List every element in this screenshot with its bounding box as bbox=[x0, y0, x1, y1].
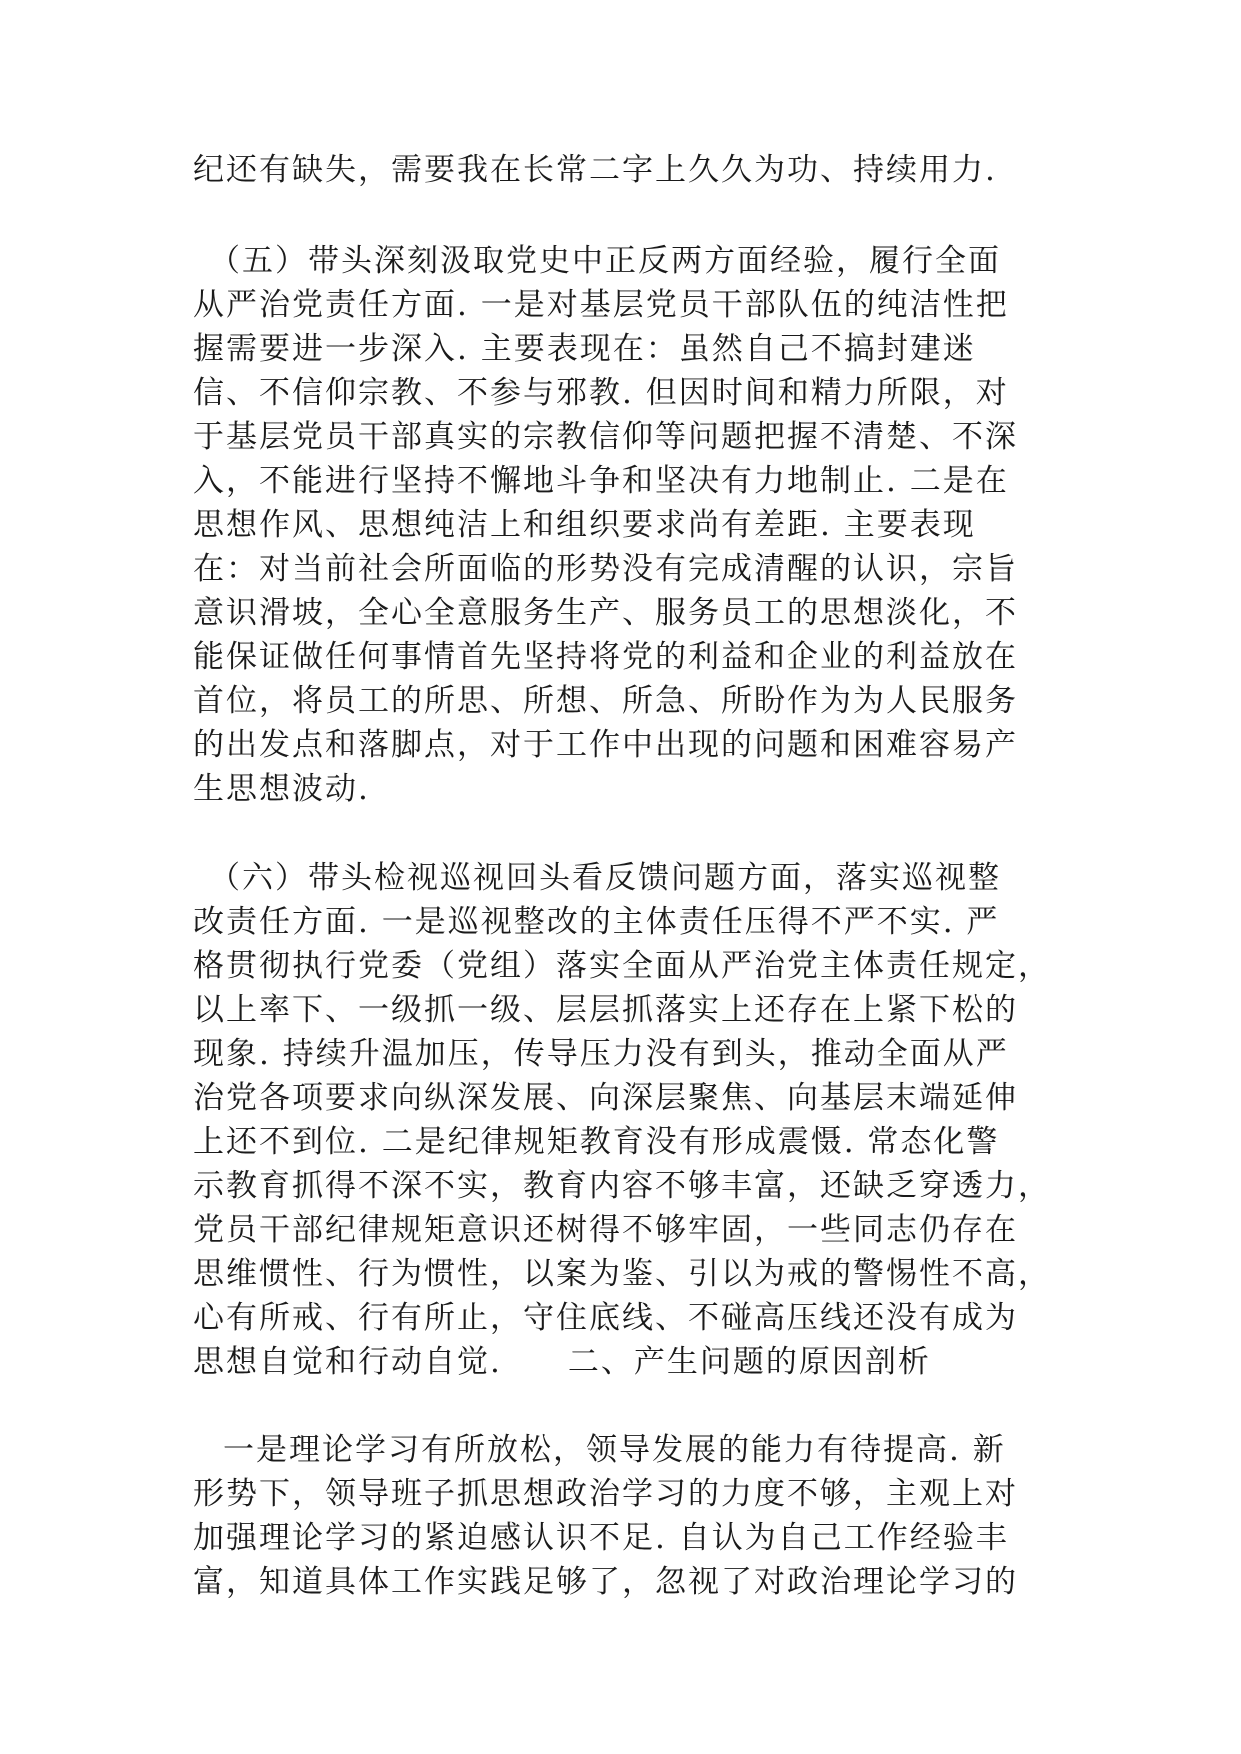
text-line: 富，知道具体工作实践足够了，忽视了对政治理论学习的 bbox=[193, 1564, 1018, 1600]
text-line: 以上率下、一级抓一级、层层抓落实上还存在上紧下松的 bbox=[193, 992, 1018, 1028]
text-line: 于基层党员干部真实的宗教信仰等问题把握不清楚、不深 bbox=[193, 419, 1018, 455]
text-line: 入，不能进行坚持不懈地斗争和坚决有力地制止. 二是在 bbox=[193, 463, 1009, 499]
text-line: （六）带头检视巡视回头看反馈问题方面，落实巡视整 bbox=[209, 860, 1001, 896]
text-line: 格贯彻执行党委（党组）落实全面从严治党主体责任规定， bbox=[193, 948, 1051, 984]
text-line: 形势下，领导班子抓思想政治学习的力度不够，主观上对 bbox=[193, 1476, 1018, 1512]
text-line: 治党各项要求向纵深发展、向深层聚焦、向基层末端延伸 bbox=[193, 1080, 1018, 1116]
text-line: 在：对当前社会所面临的形势没有完成清醒的认识，宗旨 bbox=[193, 551, 1018, 587]
text-line: 的出发点和落脚点，对于工作中出现的问题和困难容易产 bbox=[193, 727, 1018, 763]
text-line: 思维惯性、行为惯性，以案为鉴、引以为戒的警惕性不高， bbox=[193, 1256, 1051, 1292]
text-line: 握需要进一步深入. 主要表现在：虽然自己不搞封建迷 bbox=[193, 331, 976, 367]
text-line: 加强理论学习的紧迫感认识不足. 自认为自己工作经验丰 bbox=[193, 1520, 1009, 1556]
paragraph-section-six bbox=[193, 856, 1053, 1384]
text-line: 意识滑坡，全心全意服务生产、服务员工的思想淡化，不 bbox=[193, 595, 1018, 631]
text-line: 改责任方面. 一是巡视整改的主体责任压得不严不实. 严 bbox=[193, 904, 1000, 940]
text-line: 纪还有缺失，需要我在长常二字上久久为功、持续用力. bbox=[193, 152, 997, 188]
text-line: 上还不到位. 二是纪律规矩教育没有形成震慑. 常态化警 bbox=[193, 1124, 1000, 1160]
text-line: 生思想波动. bbox=[193, 771, 370, 807]
paragraph-continuation bbox=[193, 148, 1053, 192]
text-line: 示教育抓得不深不实，教育内容不够丰富，还缺乏穿透力， bbox=[193, 1168, 1051, 1204]
text-line: 党员干部纪律规矩意识还树得不够牢固，一些同志仍存在 bbox=[193, 1212, 1018, 1248]
text-line: 思想自觉和行动自觉. 二、产生问题的原因剖析 bbox=[193, 1344, 931, 1380]
text-line: 思想作风、思想纯洁上和组织要求尚有差距. 主要表现 bbox=[193, 507, 976, 543]
paragraph-section-five bbox=[193, 239, 1053, 811]
text-line: 一是理论学习有所放松，领导发展的能力有待提高. 新 bbox=[223, 1432, 1006, 1468]
text-line: 现象. 持续升温加压，传导压力没有到头，推动全面从严 bbox=[193, 1036, 1009, 1072]
text-line: 从严治党责任方面. 一是对基层党员干部队伍的纯洁性把 bbox=[193, 287, 1009, 323]
text-line: 信、不信仰宗教、不参与邪教. 但因时间和精力所限，对 bbox=[193, 375, 1009, 411]
paragraph-cause-analysis bbox=[193, 1428, 1053, 1604]
text-line: 心有所戒、行有所止，守住底线、不碰高压线还没有成为 bbox=[193, 1300, 1018, 1336]
text-line: 能保证做任何事情首先坚持将党的利益和企业的利益放在 bbox=[193, 639, 1018, 675]
text-line: （五）带头深刻汲取党史中正反两方面经验，履行全面 bbox=[209, 243, 1001, 279]
text-line: 首位，将员工的所思、所想、所急、所盼作为为人民服务 bbox=[193, 683, 1018, 719]
